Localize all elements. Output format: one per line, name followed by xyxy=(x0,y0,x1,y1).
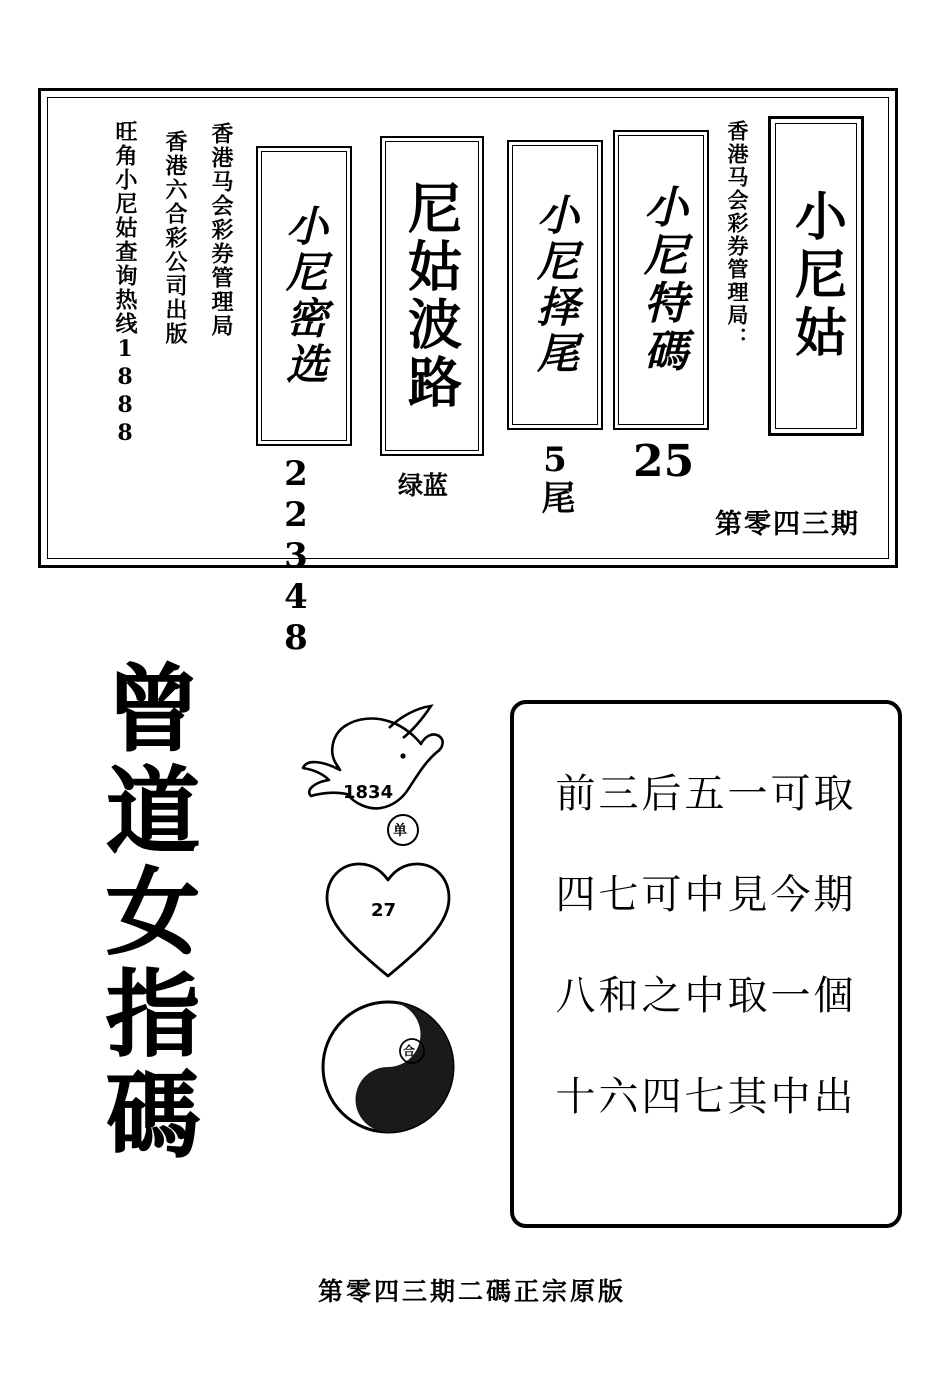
column-value-bo-lu: 绿蓝 xyxy=(398,471,449,500)
phrase-box xyxy=(510,700,902,1228)
dove-tag-label: 单 xyxy=(393,823,407,839)
brand-char-3: 女 xyxy=(105,858,200,969)
brand-char-1: 曾 xyxy=(105,655,200,765)
column-title-mi-xuan: 小尼密选 xyxy=(280,204,329,388)
column-box-mi-xuan xyxy=(256,146,352,446)
phrase-line-3: 八和之中取一個 xyxy=(555,973,857,1019)
phrase-line-4: 十六四七其中出 xyxy=(555,1074,857,1120)
footer-caption: 第零四三期二碼正宗原版 xyxy=(317,1277,626,1306)
column-inner-ze-wei xyxy=(512,145,598,425)
left-label-2: 香港六合彩公司出版 xyxy=(162,130,188,346)
left-label-1: 香港马会彩券管理局 xyxy=(208,122,234,338)
dove-number: 1834 xyxy=(343,782,394,803)
top-poster-inner-border xyxy=(47,97,889,659)
dove-icon xyxy=(285,700,475,840)
main-title-box xyxy=(768,116,864,436)
main-title-text: 小尼姑 xyxy=(785,189,847,363)
column-value-mi-xuan: 22348 xyxy=(276,454,316,659)
brand-char-5: 碼 xyxy=(105,1061,200,1172)
column-title-bo-lu: 尼姑波路 xyxy=(399,180,464,412)
column-value-ze-wei-wrap xyxy=(535,440,575,514)
column-box-bo-lu xyxy=(380,136,484,456)
yinyang-icon xyxy=(313,992,463,1142)
brand-char-4: 指 xyxy=(105,959,200,1070)
main-title-inner xyxy=(775,123,857,429)
column-box-ze-wei xyxy=(507,140,603,430)
column-inner-mi-xuan xyxy=(261,151,347,441)
issue-label: 第零四三期 xyxy=(715,509,860,540)
brand-title xyxy=(78,655,228,1172)
column-title-ze-wei: 小尼择尾 xyxy=(531,193,580,377)
yinyang-number: 35 xyxy=(367,1030,395,1054)
organization-label: 香港马会彩券管理局： xyxy=(725,120,750,350)
column-value-te-ma: 25 xyxy=(633,436,695,487)
column-value-mi-xuan-wrap xyxy=(276,454,316,659)
symbol-column xyxy=(285,700,475,1120)
phrase-line-2: 四七可中見今期 xyxy=(555,872,857,918)
column-inner-te-ma xyxy=(618,135,704,425)
column-box-te-ma xyxy=(613,130,709,430)
heart-number: 27 xyxy=(371,900,397,921)
column-inner-bo-lu xyxy=(385,141,479,451)
column-title-te-ma: 小尼特碼 xyxy=(636,184,687,376)
yinyang-tag-label: 合 xyxy=(403,1044,416,1058)
phrase-line-1: 前三后五一可取 xyxy=(555,771,857,817)
left-label-3: 旺角小尼姑查询热线1888 xyxy=(112,120,138,448)
top-poster-panel xyxy=(38,88,898,659)
column-value-ze-wei: 5尾 xyxy=(535,440,575,514)
brand-char-2: 道 xyxy=(105,756,200,867)
